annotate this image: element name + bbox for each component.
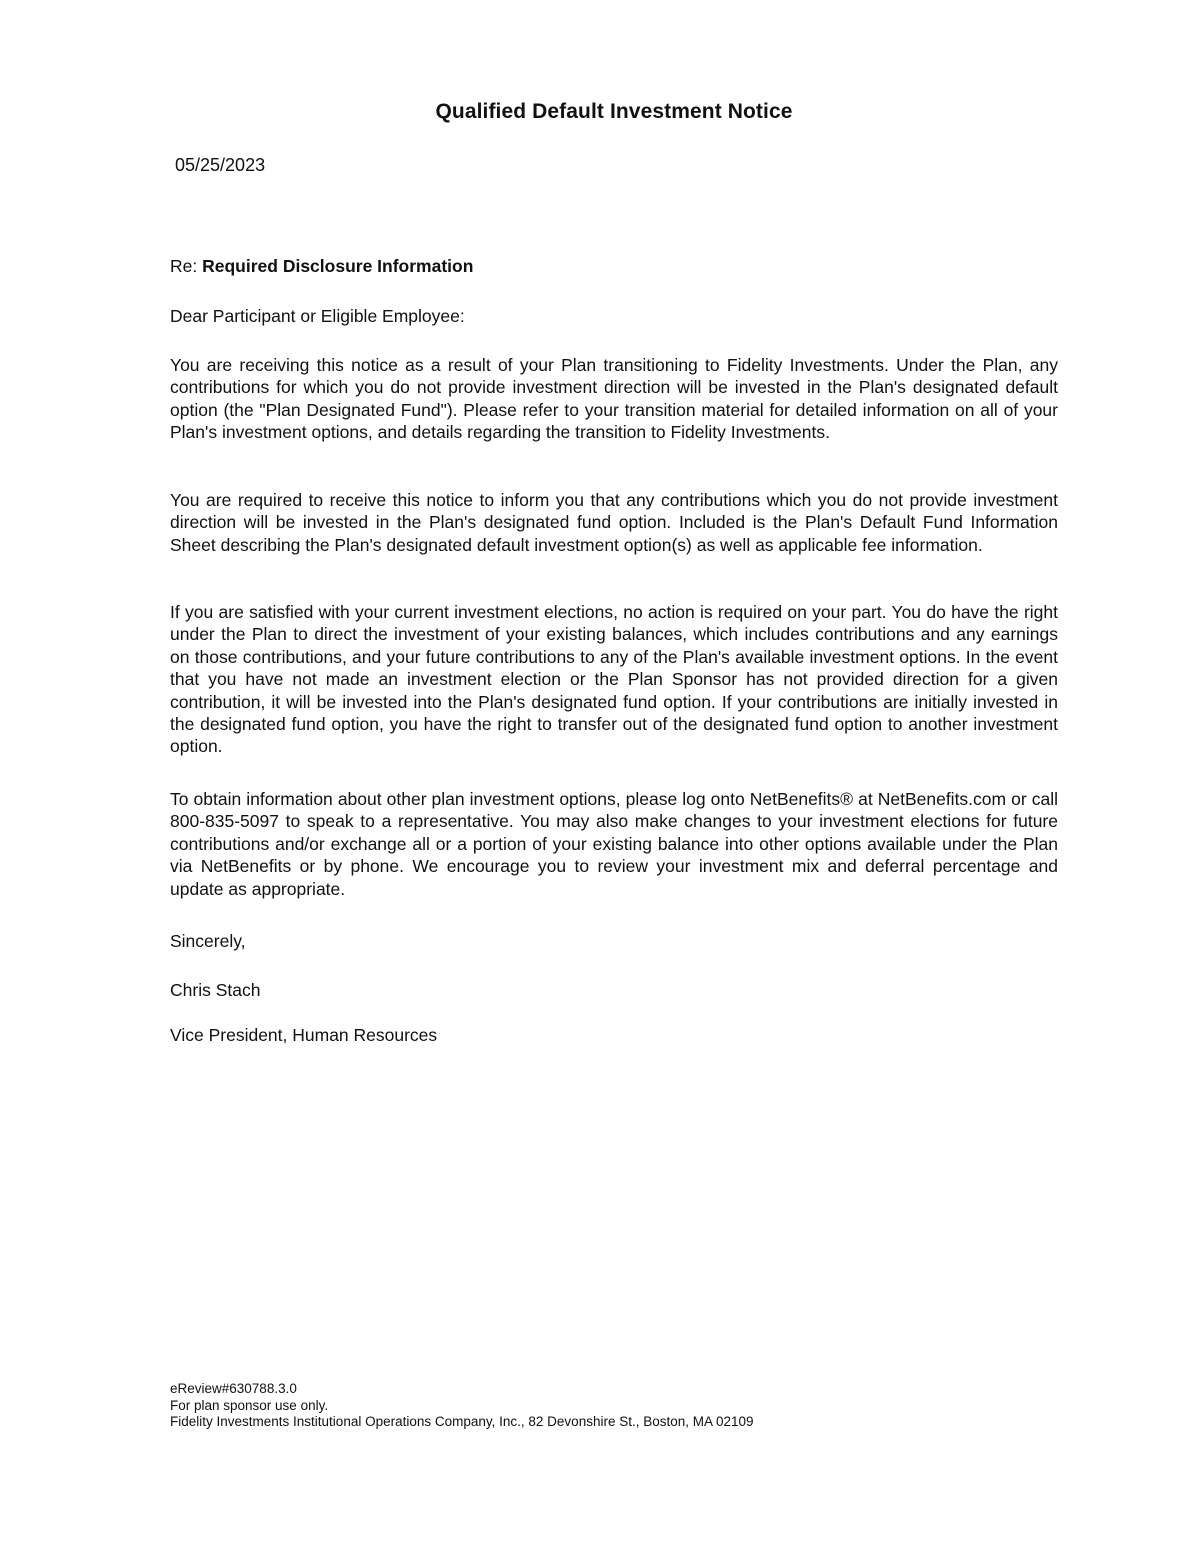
footer-usage-note: For plan sponsor use only. <box>170 1397 329 1413</box>
document-title: Qualified Default Investment Notice <box>435 100 793 123</box>
re-prefix: Re: <box>170 256 203 276</box>
closing: Sincerely, <box>170 931 246 951</box>
footer-review-id: eReview#630788.3.0 <box>170 1381 297 1396</box>
footer <box>170 1381 754 1431</box>
signer-title: Vice President, Human Resources <box>170 1025 438 1045</box>
salutation: Dear Participant or Eligible Employee: <box>170 306 465 326</box>
signer-name: Chris Stach <box>170 980 261 1000</box>
footer-company-address: Fidelity Investments Institutional Operations Company, Inc., 82 Devonshire St., Boston, MA 02109 <box>170 1414 754 1429</box>
re-line <box>170 255 1058 277</box>
body-paragraph-2: You are required to receive this notice to inform you that any contributions which you do not provide investment direction will be invested in the Plan's designated fund option. Included is the Plan's Default Fund Information Sheet describing the Plan's designated default investment option(s) as well as applicable fee information. <box>170 490 1058 555</box>
document-date: 05/25/2023 <box>175 155 266 175</box>
body-paragraph-4: To obtain information about other plan investment options, please log onto NetBenefits® at NetBenefits.com or call 800-835-5097 to speak to a representative. You may also make changes to your investment elections for future contributions and/or exchange all or a portion of your existing balance into other options available under the Plan via NetBenefits or by phone. We encourage you to review your investment mix and deferral percentage and update as appropriate. <box>170 789 1058 899</box>
body-paragraph-3: If you are satisfied with your current investment elections, no action is required on your part. You do have the right under the Plan to direct the investment of your existing balances, which includes contributions and any earnings on those contributions, and your future contributions to any of the Plan's available investment options. In the event that you have not made an investment election or the Plan Sponsor has not provided direction for a given contribution, it will be invested into the Plan's designated fund option. If your contributions are initially invested in the designated fund option, you have the right to transfer out of the designated fund option to another investment option. <box>170 602 1058 757</box>
re-subject: Required Disclosure Information <box>202 256 474 276</box>
body-paragraph-1: You are receiving this notice as a result of your Plan transitioning to Fidelity Investments. Under the Plan, any contributions for which you do not provide investment direction will be invested in the Plan's designated default option (the "Plan Designated Fund"). Please refer to your transition material for detailed information on all of your Plan's investment options, and details regarding the transition to Fidelity Investments. <box>170 355 1058 443</box>
